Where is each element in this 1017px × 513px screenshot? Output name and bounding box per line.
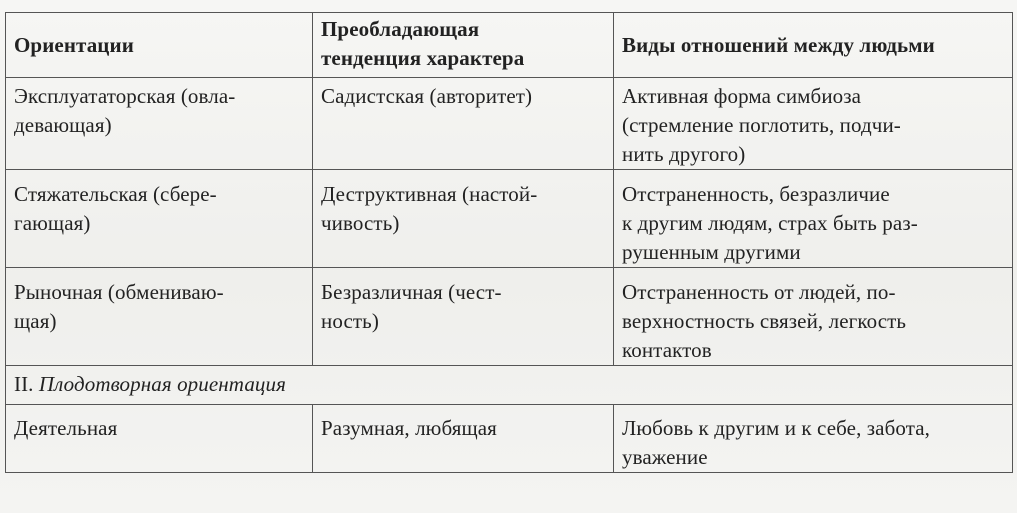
section-name: Плодотворная ориентация [38,372,286,396]
cell-orientation: Стяжательская (сбере- гающая) [6,170,313,268]
cell-tendency: Разумная, любящая [313,405,614,473]
table-row [6,170,1013,268]
character-orientation-table [5,12,1013,473]
table-row [6,268,1013,366]
table-row [6,78,1013,170]
header-relationship-types: Виды отношений между людьми [614,13,1013,78]
cell-tendency: Садистская (авторитет) [313,78,614,170]
cell-orientation: Рыночная (обмениваю- щая) [6,268,313,366]
header-orientations: Ориентации [6,13,313,78]
cell-relationship: Любовь к другим и к себе, забота, уважение [614,405,1013,473]
cell-orientation: Эксплуататорская (овла- девающая) [6,78,313,170]
section-row [6,366,1013,405]
cell-relationship: Отстраненность, безразличие к другим людям, страх быть раз- рушенным другими [614,170,1013,268]
cell-relationship: Активная форма симбиоза (стремление поглотить, подчи- нить другого) [614,78,1013,170]
cell-relationship: Отстраненность от людей, по- верхностность связей, легкость контактов [614,268,1013,366]
cell-orientation: Деятельная [6,405,313,473]
section-number: II. [14,372,34,396]
cell-tendency: Деструктивная (настой- чивость) [313,170,614,268]
section-heading [6,366,1013,405]
table-header-row [6,13,1013,78]
table-row [6,405,1013,473]
cell-tendency: Безразличная (чест- ность) [313,268,614,366]
header-prevailing-tendency: Преобладающая тенденция характера [313,13,614,78]
